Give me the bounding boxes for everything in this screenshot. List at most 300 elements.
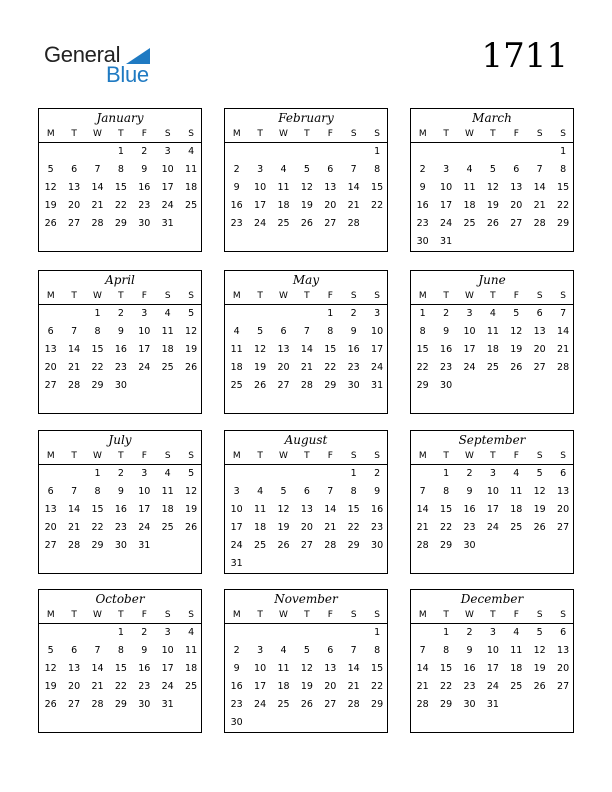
day-cell: 17 — [254, 200, 267, 211]
day-cell: 21 — [347, 681, 360, 692]
weekday-label: M — [418, 129, 427, 139]
day-cell: 18 — [230, 362, 243, 373]
weekday-header — [411, 610, 573, 624]
day-cell: 5 — [280, 486, 287, 497]
day-cell: 4 — [280, 164, 287, 175]
day-cell: 28 — [91, 218, 104, 229]
day-cell: 8 — [560, 164, 567, 175]
day-cell: 20 — [510, 200, 523, 211]
day-cell: 30 — [138, 699, 151, 710]
day-cell: 11 — [277, 663, 290, 674]
day-cell: 6 — [536, 308, 543, 319]
day-cell: 23 — [138, 200, 151, 211]
day-cell: 22 — [114, 200, 127, 211]
day-cell: 7 — [94, 645, 101, 656]
day-cell: 17 — [161, 182, 174, 193]
day-cell: 1 — [443, 627, 450, 638]
day-cell: 22 — [114, 681, 127, 692]
day-cell: 7 — [350, 164, 357, 175]
day-cell: 26 — [44, 699, 57, 710]
day-cell: 13 — [324, 182, 337, 193]
month-title: October — [95, 592, 145, 606]
day-cell: 14 — [68, 504, 81, 515]
day-cell: 24 — [254, 218, 267, 229]
day-cell: 11 — [230, 344, 243, 355]
day-cell: 3 — [466, 308, 473, 319]
day-cell: 30 — [230, 717, 243, 728]
weekday-label: M — [418, 610, 427, 620]
day-cell: 21 — [91, 681, 104, 692]
day-cell: 15 — [371, 663, 384, 674]
month-title: August — [284, 433, 328, 447]
day-cell: 28 — [68, 380, 81, 391]
day-cell: 4 — [164, 468, 171, 479]
day-cell: 26 — [185, 522, 198, 533]
day-cell: 2 — [443, 308, 450, 319]
day-cell: 29 — [440, 540, 453, 551]
day-cell: 13 — [510, 182, 523, 193]
day-cell: 31 — [161, 218, 174, 229]
day-cell: 14 — [416, 504, 429, 515]
day-cell: 2 — [419, 164, 426, 175]
day-cell: 26 — [510, 362, 523, 373]
logo — [44, 42, 164, 86]
day-cell: 21 — [68, 362, 81, 373]
month-may — [224, 270, 388, 414]
day-cell: 28 — [324, 540, 337, 551]
day-cell: 31 — [440, 236, 453, 247]
weekday-label: T — [257, 291, 263, 301]
year-title: 1711 — [481, 36, 568, 76]
day-cell: 25 — [277, 699, 290, 710]
day-cell: 25 — [161, 362, 174, 373]
day-cell: 26 — [533, 522, 546, 533]
day-cell: 14 — [416, 663, 429, 674]
weekday-label: M — [232, 291, 241, 301]
weekday-label: S — [374, 129, 380, 139]
weekday-label: F — [141, 610, 147, 620]
day-cell: 1 — [94, 308, 101, 319]
day-cell: 3 — [443, 164, 450, 175]
day-cell: 23 — [138, 681, 151, 692]
day-cell: 8 — [374, 164, 381, 175]
month-august — [224, 430, 388, 574]
day-cell: 14 — [91, 182, 104, 193]
weekday-label: T — [257, 451, 263, 461]
weekday-label: S — [374, 291, 380, 301]
day-cell: 27 — [44, 380, 57, 391]
weekday-label: T — [490, 291, 496, 301]
day-cell: 21 — [416, 522, 429, 533]
day-cell: 19 — [300, 681, 313, 692]
weekday-label: S — [536, 291, 543, 301]
day-cell: 12 — [185, 486, 198, 497]
day-cell: 31 — [371, 380, 384, 391]
day-cell: 14 — [324, 504, 337, 515]
logo-text-general: General — [44, 42, 121, 67]
day-cell: 30 — [463, 699, 476, 710]
day-cell: 30 — [114, 540, 127, 551]
day-cell: 30 — [416, 236, 429, 247]
day-cell: 24 — [486, 522, 499, 533]
day-cell: 7 — [419, 645, 426, 656]
weekday-label: S — [374, 451, 380, 461]
day-cell: 25 — [463, 218, 476, 229]
day-cell: 25 — [277, 218, 290, 229]
day-cell: 23 — [416, 218, 429, 229]
weekday-label: T — [118, 610, 124, 620]
weekday-label: W — [279, 291, 288, 301]
weekday-label: F — [513, 451, 519, 461]
day-cell: 7 — [303, 326, 310, 337]
day-cell: 18 — [161, 504, 174, 515]
day-cell: 26 — [277, 540, 290, 551]
day-cell: 24 — [486, 681, 499, 692]
day-cell: 9 — [117, 326, 124, 337]
day-cell: 24 — [138, 362, 151, 373]
day-cell: 27 — [533, 362, 546, 373]
day-cell: 26 — [44, 218, 57, 229]
month-title: March — [472, 111, 512, 125]
day-cell: 22 — [347, 522, 360, 533]
day-cell: 23 — [463, 522, 476, 533]
weekday-label: S — [560, 610, 566, 620]
day-cell: 19 — [44, 681, 57, 692]
day-cell: 10 — [161, 645, 174, 656]
weekday-label: F — [327, 451, 333, 461]
day-cell: 5 — [188, 308, 195, 319]
day-cell: 28 — [557, 362, 570, 373]
day-cell: 23 — [230, 218, 243, 229]
weekday-header — [39, 129, 201, 143]
day-cell: 18 — [185, 182, 198, 193]
day-cell: 30 — [114, 380, 127, 391]
day-cell: 2 — [233, 164, 240, 175]
day-cell: 15 — [440, 504, 453, 515]
month-march — [410, 108, 574, 252]
day-cell: 15 — [557, 182, 570, 193]
day-cell: 1 — [560, 146, 567, 157]
weekday-label: S — [350, 451, 357, 461]
day-cell: 10 — [463, 326, 476, 337]
day-cell: 22 — [324, 362, 337, 373]
day-cell: 6 — [560, 627, 567, 638]
day-cell: 4 — [233, 326, 240, 337]
day-cell: 25 — [161, 522, 174, 533]
weekday-label: M — [46, 291, 55, 301]
weekday-label: T — [118, 451, 124, 461]
day-cell: 31 — [486, 699, 499, 710]
day-cell: 12 — [254, 344, 267, 355]
day-cell: 8 — [94, 486, 101, 497]
day-cell: 3 — [141, 308, 148, 319]
day-cell: 1 — [419, 308, 426, 319]
day-cell: 16 — [347, 344, 360, 355]
weekday-label: W — [465, 291, 474, 301]
weekday-label: S — [164, 451, 171, 461]
month-title: December — [460, 592, 524, 606]
month-title: May — [292, 273, 320, 287]
weekday-label: S — [536, 610, 543, 620]
weekday-label: T — [304, 451, 310, 461]
day-cell: 19 — [300, 200, 313, 211]
day-cell: 29 — [91, 380, 104, 391]
day-cell: 23 — [114, 522, 127, 533]
day-cell: 26 — [185, 362, 198, 373]
day-cell: 30 — [440, 380, 453, 391]
day-cell: 18 — [510, 663, 523, 674]
day-cell: 25 — [185, 200, 198, 211]
day-cell: 25 — [510, 681, 523, 692]
day-cell: 22 — [416, 362, 429, 373]
weekday-header — [225, 129, 387, 143]
weekday-label: T — [304, 129, 310, 139]
weekday-label: T — [118, 291, 124, 301]
day-cell: 25 — [254, 540, 267, 551]
day-cell: 16 — [114, 504, 127, 515]
day-cell: 3 — [141, 468, 148, 479]
day-cell: 18 — [277, 681, 290, 692]
weekday-header — [225, 451, 387, 465]
day-cell: 28 — [300, 380, 313, 391]
day-cell: 31 — [161, 699, 174, 710]
weekday-label: W — [279, 451, 288, 461]
day-cell: 11 — [510, 645, 523, 656]
day-cell: 20 — [44, 362, 57, 373]
day-cell: 27 — [68, 218, 81, 229]
day-cell: 21 — [533, 200, 546, 211]
weekday-header — [411, 129, 573, 143]
day-cell: 12 — [277, 504, 290, 515]
weekday-label: F — [513, 291, 519, 301]
day-cell: 28 — [347, 699, 360, 710]
day-cell: 30 — [347, 380, 360, 391]
day-cell: 8 — [443, 645, 450, 656]
month-february — [224, 108, 388, 252]
weekday-label: S — [164, 291, 171, 301]
day-cell: 18 — [463, 200, 476, 211]
day-cell: 6 — [513, 164, 520, 175]
weekday-label: W — [465, 129, 474, 139]
day-cell: 4 — [164, 308, 171, 319]
day-cell: 26 — [486, 218, 499, 229]
day-cell: 10 — [254, 663, 267, 674]
day-cell: 16 — [440, 344, 453, 355]
weekday-label: S — [560, 291, 566, 301]
day-cell: 9 — [466, 645, 473, 656]
day-cell: 2 — [350, 308, 357, 319]
day-cell: 24 — [371, 362, 384, 373]
day-cell: 20 — [277, 362, 290, 373]
day-cell: 20 — [557, 663, 570, 674]
month-title: November — [274, 592, 338, 606]
day-cell: 23 — [347, 362, 360, 373]
day-cell: 7 — [94, 164, 101, 175]
day-cell: 13 — [557, 645, 570, 656]
day-cell: 6 — [303, 486, 310, 497]
day-cell: 4 — [257, 486, 264, 497]
day-cell: 19 — [185, 504, 198, 515]
day-cell: 23 — [114, 362, 127, 373]
day-cell: 29 — [440, 699, 453, 710]
day-cell: 8 — [327, 326, 334, 337]
weekday-label: M — [46, 129, 55, 139]
day-cell: 21 — [347, 200, 360, 211]
day-cell: 1 — [374, 146, 381, 157]
day-cell: 17 — [440, 200, 453, 211]
day-cell: 11 — [185, 164, 198, 175]
day-cell: 20 — [557, 504, 570, 515]
day-cell: 12 — [300, 182, 313, 193]
day-cell: 11 — [463, 182, 476, 193]
day-cell: 16 — [230, 681, 243, 692]
weekday-header — [39, 291, 201, 305]
day-cell: 23 — [230, 699, 243, 710]
day-cell: 29 — [324, 380, 337, 391]
weekday-header — [39, 610, 201, 624]
weekday-label: T — [71, 451, 77, 461]
day-cell: 2 — [117, 468, 124, 479]
day-cell: 28 — [533, 218, 546, 229]
day-cell: 17 — [371, 344, 384, 355]
day-cell: 7 — [71, 326, 78, 337]
day-cell: 17 — [161, 663, 174, 674]
day-cell: 27 — [300, 540, 313, 551]
day-cell: 27 — [510, 218, 523, 229]
day-cell: 14 — [557, 326, 570, 337]
day-cell: 2 — [374, 468, 381, 479]
day-cell: 17 — [486, 663, 499, 674]
weekday-label: W — [279, 610, 288, 620]
day-cell: 4 — [188, 146, 195, 157]
day-cell: 8 — [350, 486, 357, 497]
day-cell: 8 — [443, 486, 450, 497]
month-july — [38, 430, 202, 574]
day-cell: 17 — [138, 504, 151, 515]
day-cell: 6 — [327, 645, 334, 656]
day-cell: 5 — [47, 164, 54, 175]
day-cell: 15 — [91, 344, 104, 355]
day-cell: 15 — [416, 344, 429, 355]
day-cell: 25 — [230, 380, 243, 391]
day-cell: 21 — [557, 344, 570, 355]
day-cell: 15 — [440, 663, 453, 674]
day-cell: 5 — [257, 326, 264, 337]
day-cell: 12 — [533, 486, 546, 497]
weekday-label: S — [350, 129, 357, 139]
weekday-label: S — [188, 291, 194, 301]
day-cell: 27 — [557, 681, 570, 692]
weekday-label: S — [350, 610, 357, 620]
day-cell: 22 — [91, 522, 104, 533]
day-cell: 1 — [327, 308, 334, 319]
month-title: January — [96, 111, 144, 125]
day-cell: 12 — [44, 663, 57, 674]
day-cell: 13 — [277, 344, 290, 355]
day-cell: 15 — [371, 182, 384, 193]
day-cell: 12 — [533, 645, 546, 656]
day-cell: 16 — [138, 663, 151, 674]
weekday-label: W — [279, 129, 288, 139]
day-cell: 24 — [440, 218, 453, 229]
weekday-label: M — [232, 451, 241, 461]
day-cell: 5 — [513, 308, 520, 319]
day-cell: 24 — [161, 200, 174, 211]
day-cell: 23 — [463, 681, 476, 692]
day-cell: 24 — [254, 699, 267, 710]
day-cell: 28 — [347, 218, 360, 229]
day-cell: 12 — [44, 182, 57, 193]
day-cell: 6 — [47, 326, 54, 337]
day-cell: 23 — [371, 522, 384, 533]
day-cell: 21 — [416, 681, 429, 692]
day-cell: 4 — [280, 645, 287, 656]
day-cell: 10 — [138, 326, 151, 337]
weekday-label: S — [164, 610, 171, 620]
day-cell: 20 — [68, 681, 81, 692]
day-cell: 18 — [254, 522, 267, 533]
day-cell: 5 — [303, 164, 310, 175]
day-cell: 11 — [185, 645, 198, 656]
day-cell: 13 — [68, 663, 81, 674]
weekday-label: F — [513, 129, 519, 139]
weekday-label: W — [93, 129, 102, 139]
day-cell: 6 — [327, 164, 334, 175]
day-cell: 18 — [277, 200, 290, 211]
day-cell: 16 — [463, 663, 476, 674]
day-cell: 14 — [533, 182, 546, 193]
day-cell: 10 — [138, 486, 151, 497]
day-cell: 15 — [347, 504, 360, 515]
weekday-label: T — [71, 291, 77, 301]
weekday-label: S — [560, 451, 566, 461]
day-cell: 13 — [68, 182, 81, 193]
day-cell: 13 — [44, 344, 57, 355]
weekday-label: T — [490, 451, 496, 461]
day-cell: 11 — [510, 486, 523, 497]
day-cell: 3 — [164, 627, 171, 638]
day-cell: 1 — [94, 468, 101, 479]
day-cell: 18 — [486, 344, 499, 355]
day-cell: 16 — [416, 200, 429, 211]
weekday-label: W — [93, 291, 102, 301]
day-cell: 12 — [300, 663, 313, 674]
day-cell: 4 — [489, 308, 496, 319]
day-cell: 17 — [486, 504, 499, 515]
day-cell: 12 — [486, 182, 499, 193]
weekday-label: T — [71, 610, 77, 620]
day-cell: 29 — [91, 540, 104, 551]
day-cell: 19 — [510, 344, 523, 355]
day-cell: 3 — [164, 146, 171, 157]
day-cell: 8 — [419, 326, 426, 337]
day-cell: 7 — [419, 486, 426, 497]
day-cell: 19 — [533, 504, 546, 515]
day-cell: 6 — [47, 486, 54, 497]
weekday-label: S — [536, 451, 543, 461]
day-cell: 28 — [91, 699, 104, 710]
day-cell: 29 — [371, 699, 384, 710]
day-cell: 3 — [489, 468, 496, 479]
day-cell: 27 — [44, 540, 57, 551]
day-cell: 26 — [254, 380, 267, 391]
day-cell: 28 — [68, 540, 81, 551]
day-cell: 28 — [416, 540, 429, 551]
day-cell: 2 — [141, 146, 148, 157]
day-cell: 11 — [277, 182, 290, 193]
month-october — [38, 589, 202, 733]
day-cell: 4 — [188, 627, 195, 638]
